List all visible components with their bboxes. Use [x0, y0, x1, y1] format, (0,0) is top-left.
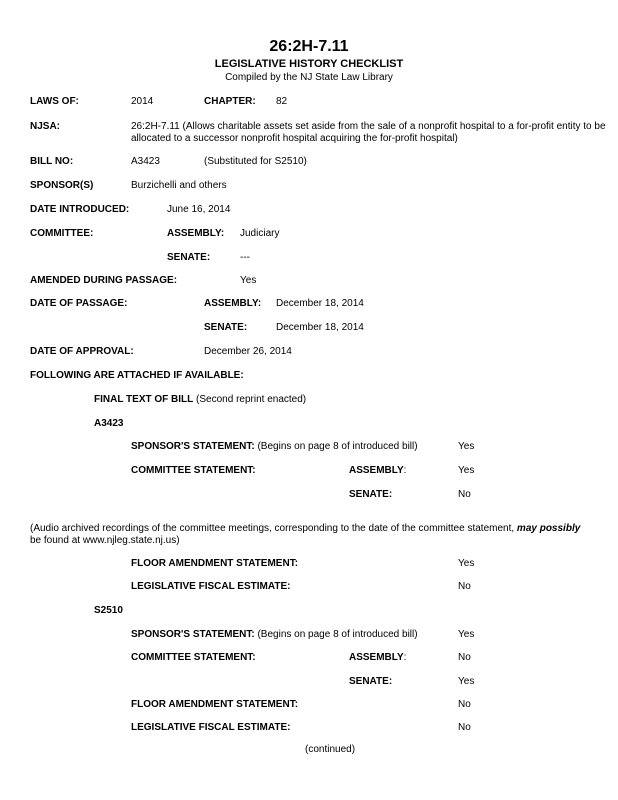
- a3423-committee-label: COMMITTEE STATEMENT:: [131, 465, 256, 476]
- a3423-sponsor-value: Yes: [458, 441, 475, 452]
- sponsor-value: Burzichelli and others: [131, 180, 227, 191]
- chapter-value: 82: [276, 96, 288, 107]
- s2510-senate-label: SENATE:: [349, 676, 393, 687]
- passage-assembly-value: December 18, 2014: [276, 298, 364, 309]
- a3423-senate-value: No: [458, 489, 471, 500]
- passage-label: DATE OF PASSAGE:: [30, 298, 128, 309]
- a3423-assembly: [349, 465, 406, 477]
- s2510-sponsor-note: (Begins on page 8 of introduced bill): [257, 629, 418, 640]
- a3423-sponsor-statement: [131, 441, 418, 453]
- a3423-sponsor-label: SPONSOR'S STATEMENT:: [131, 441, 255, 452]
- njsa-description-line2: allocated to a successor nonprofit hospital acquiring the for-profit hospital): [131, 133, 458, 144]
- s2510-senate-value: Yes: [458, 676, 475, 687]
- final-text-row: [94, 394, 306, 406]
- bill-no-label: BILL NO:: [30, 156, 74, 167]
- s2510-assembly-label: ASSEMBLY: [349, 652, 404, 663]
- s2510-sponsor-value: Yes: [458, 629, 475, 640]
- bill-no-value: A3423: [131, 156, 160, 167]
- date-introduced-value: June 16, 2014: [167, 204, 231, 215]
- a3423-floor-value: Yes: [458, 558, 475, 569]
- committee-assembly-value: Judiciary: [240, 228, 280, 239]
- committee-assembly-label: ASSEMBLY:: [167, 228, 225, 239]
- a3423-floor-label: FLOOR AMENDMENT STATEMENT:: [131, 558, 299, 569]
- njsa-label: NJSA:: [30, 121, 61, 132]
- audio-note-line1: [30, 523, 580, 535]
- s2510-assembly-value: No: [458, 652, 471, 663]
- passage-senate-label: SENATE:: [204, 322, 248, 333]
- continued-note: (continued): [305, 744, 356, 755]
- njsa-description-line1: 26:2H-7.11 (Allows charitable assets set aside from the sale of a nonprofit hospital to a for-profit entity to be: [131, 121, 606, 132]
- s2510-floor-value: No: [458, 699, 471, 710]
- laws-of-value: 2014: [131, 96, 154, 107]
- a3423-sponsor-note: (Begins on page 8 of introduced bill): [257, 441, 418, 452]
- chapter-label: CHAPTER:: [204, 96, 256, 107]
- final-text-note: (Second reprint enacted): [196, 394, 307, 405]
- s2510-fiscal-label: LEGISLATIVE FISCAL ESTIMATE:: [131, 722, 291, 733]
- amended-value: Yes: [240, 275, 257, 286]
- committee-senate-label: SENATE:: [167, 252, 211, 263]
- audio-note-text: (Audio archived recordings of the committee meetings, corresponding to the date of the committee statement,: [30, 523, 517, 534]
- section-title: 26:2H-7.11: [269, 38, 349, 55]
- a3423-assembly-label: ASSEMBLY: [349, 465, 404, 476]
- sponsor-label: SPONSOR(S): [30, 180, 94, 191]
- date-introduced-label: DATE INTRODUCED:: [30, 204, 130, 215]
- audio-note-emphasis: may possibly: [516, 523, 581, 534]
- a3423-senate-label: SENATE:: [349, 489, 393, 500]
- a3423-assembly-value: Yes: [458, 465, 475, 476]
- a3423-heading: A3423: [94, 418, 124, 429]
- s2510-sponsor-statement: [131, 629, 418, 641]
- s2510-assembly-colon: :: [403, 652, 407, 663]
- passage-senate-value: December 18, 2014: [276, 322, 364, 333]
- a3423-fiscal-label: LEGISLATIVE FISCAL ESTIMATE:: [131, 581, 291, 592]
- laws-of-label: LAWS OF:: [30, 96, 79, 107]
- document-title: LEGISLATIVE HISTORY CHECKLIST: [214, 58, 404, 70]
- amended-label: AMENDED DURING PASSAGE:: [30, 275, 178, 286]
- attached-heading: FOLLOWING ARE ATTACHED IF AVAILABLE:: [30, 370, 244, 381]
- a3423-fiscal-value: No: [458, 581, 471, 592]
- a3423-assembly-colon: :: [403, 465, 407, 476]
- audio-note-line2: be found at www.njleg.state.nj.us): [30, 535, 180, 546]
- compiled-by: Compiled by the NJ State Law Library: [225, 72, 393, 83]
- passage-assembly-label: ASSEMBLY:: [204, 298, 262, 309]
- committee-senate-value: ---: [240, 252, 250, 263]
- s2510-floor-label: FLOOR AMENDMENT STATEMENT:: [131, 699, 299, 710]
- s2510-sponsor-label: SPONSOR'S STATEMENT:: [131, 629, 255, 640]
- approval-label: DATE OF APPROVAL:: [30, 346, 134, 357]
- committee-label: COMMITTEE:: [30, 228, 94, 239]
- final-text-label: FINAL TEXT OF BILL: [94, 394, 194, 405]
- s2510-heading: S2510: [94, 605, 123, 616]
- substituted-note: (Substituted for S2510): [204, 156, 307, 167]
- s2510-assembly: [349, 652, 406, 664]
- approval-value: December 26, 2014: [204, 346, 292, 357]
- s2510-committee-label: COMMITTEE STATEMENT:: [131, 652, 256, 663]
- s2510-fiscal-value: No: [458, 722, 471, 733]
